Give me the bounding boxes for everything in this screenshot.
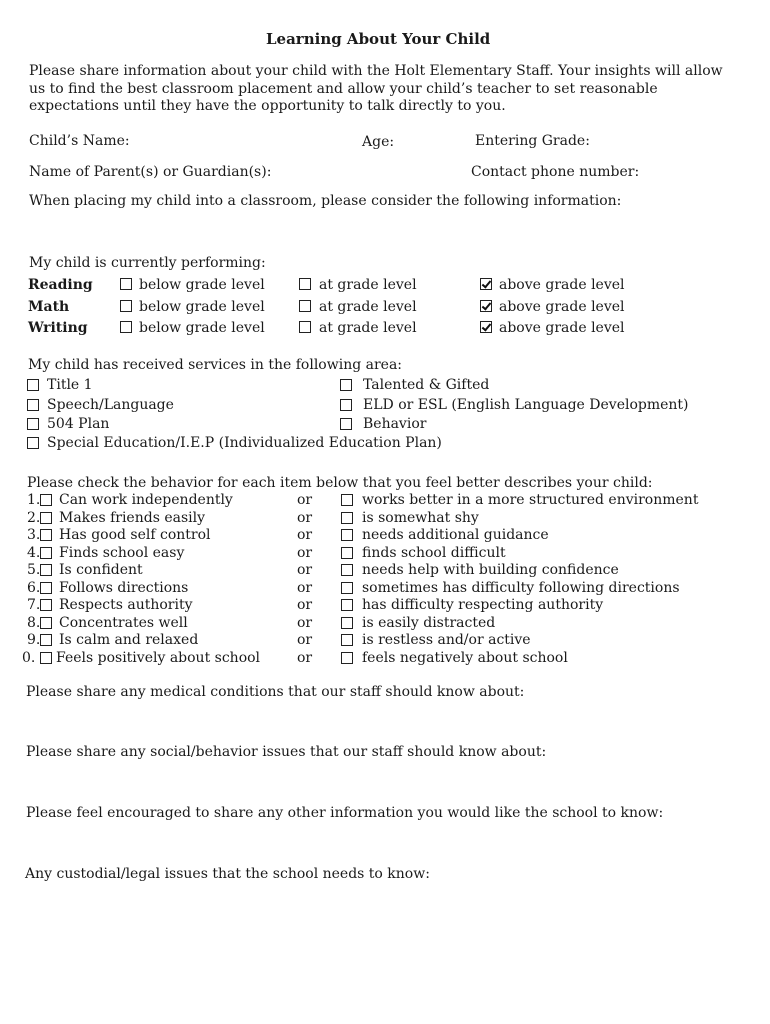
- behavior-right-label: finds school difficult: [362, 544, 506, 561]
- level-label: above grade level: [499, 299, 625, 315]
- checkbox-behavior-right-2[interactable]: [341, 512, 353, 524]
- behavior-number: 1.: [27, 492, 41, 508]
- checkbox-service-504-plan[interactable]: [27, 418, 39, 430]
- behavior-number: 6.: [27, 579, 41, 596]
- checkbox-behavior-right-6[interactable]: [341, 582, 353, 594]
- checkbox-behavior-right-9[interactable]: [341, 634, 353, 646]
- checkbox-behavior-right-5[interactable]: [341, 564, 353, 576]
- checkbox-behavior-left-5[interactable]: [40, 564, 52, 576]
- behavior-right-label: works better in a more structured environment: [362, 492, 699, 508]
- behavior-or-label: or: [297, 579, 313, 596]
- subject-label-math: Math: [28, 299, 70, 315]
- checkbox-behavior-left-10[interactable]: [40, 652, 52, 664]
- service-label: 504 Plan: [47, 416, 110, 432]
- services-heading: My child has received services in the following area:: [28, 357, 403, 373]
- checkbox-behavior-right-4[interactable]: [341, 547, 353, 559]
- entering-grade-label: Entering Grade:: [475, 133, 590, 149]
- behavior-left-label: Respects authority: [59, 597, 193, 613]
- contact-phone-label: Contact phone number:: [471, 164, 640, 180]
- checkbox-behavior-left-3[interactable]: [40, 529, 52, 541]
- checkbox-service-title-1[interactable]: [27, 379, 39, 391]
- behavior-number: 0.: [22, 649, 36, 666]
- behavior-left-label: Makes friends easily: [59, 509, 206, 526]
- checkbox-reading-above-grade-level[interactable]: [480, 278, 492, 290]
- checkbox-behavior-left-7[interactable]: [40, 599, 52, 611]
- behavior-left-label: Can work independently: [59, 492, 233, 508]
- behavior-or-label: or: [297, 597, 313, 613]
- checkbox-writing-below-grade-level[interactable]: [120, 321, 132, 333]
- social-question: Please share any social/behavior issues that our staff should know about:: [26, 744, 547, 760]
- checkbox-behavior-right-3[interactable]: [341, 529, 353, 541]
- behavior-number: 4.: [27, 544, 41, 561]
- other-info-question: Please feel encouraged to share any other information you would like the school to know:: [26, 805, 664, 821]
- checkbox-behavior-right-10[interactable]: [341, 652, 353, 664]
- child-name-label: Child’s Name:: [29, 133, 130, 149]
- service-label: Title 1: [47, 377, 93, 393]
- behavior-right-label: sometimes has difficulty following directions: [362, 579, 680, 596]
- page-title: Learning About Your Child: [266, 30, 491, 48]
- level-label: at grade level: [319, 299, 417, 315]
- checkbox-behavior-left-6[interactable]: [40, 582, 52, 594]
- checkbox-service-talented-gifted[interactable]: [340, 379, 352, 391]
- behavior-number: 8.: [27, 614, 41, 631]
- behavior-left-label: Finds school easy: [59, 544, 185, 561]
- checkbox-service-behavior[interactable]: [340, 418, 352, 430]
- behavior-right-label: needs additional guidance: [362, 527, 549, 543]
- medical-question: Please share any medical conditions that our staff should know about:: [26, 684, 525, 700]
- behavior-or-label: or: [297, 527, 313, 543]
- behavior-or-label: or: [297, 614, 313, 631]
- checkbox-behavior-left-9[interactable]: [40, 634, 52, 646]
- behavior-left-label: Concentrates well: [59, 614, 188, 631]
- behavior-right-label: feels negatively about school: [362, 649, 568, 666]
- behavior-number: 2.: [27, 509, 41, 526]
- service-label: ELD or ESL (English Language Development): [363, 397, 689, 413]
- intro-paragraph: Please share information about your child with the Holt Elementary Staff. Your insights will allow us to find the best classroom placement and allow your child’s teacher to set reasonable expectations until they have the opportunity to talk directly to you.: [29, 63, 723, 114]
- custodial-question: Any custodial/legal issues that the school needs to know:: [25, 866, 430, 882]
- checkbox-service-speech-language[interactable]: [27, 399, 39, 411]
- behavior-number: 5.: [27, 562, 41, 578]
- behavior-right-label: needs help with building confidence: [362, 562, 619, 578]
- behavior-or-label: or: [297, 649, 313, 666]
- subject-label-reading: Reading: [28, 277, 93, 293]
- checkbox-math-above-grade-level[interactable]: [480, 300, 492, 312]
- behavior-left-label: Has good self control: [59, 527, 211, 543]
- checkbox-behavior-right-8[interactable]: [341, 617, 353, 629]
- level-label: below grade level: [139, 320, 265, 336]
- checkbox-behavior-right-1[interactable]: [341, 494, 353, 506]
- checkbox-service-eld-or-esl-english-language-de[interactable]: [340, 399, 352, 411]
- level-label: at grade level: [319, 277, 417, 293]
- checkbox-math-at-grade-level[interactable]: [299, 300, 311, 312]
- behavior-heading: Please check the behavior for each item below that you feel better describes your child:: [27, 475, 653, 491]
- service-label: Talented & Gifted: [363, 377, 490, 393]
- behavior-left-label: Is confident: [59, 562, 143, 578]
- service-label: Special Education/I.E.P (Individualized Education Plan): [47, 435, 442, 451]
- level-label: at grade level: [319, 320, 417, 336]
- level-label: below grade level: [139, 277, 265, 293]
- behavior-right-label: is easily distracted: [362, 614, 496, 631]
- behavior-number: 3.: [27, 527, 41, 543]
- behavior-or-label: or: [297, 492, 313, 508]
- service-label: Speech/Language: [47, 397, 174, 413]
- behavior-or-label: or: [297, 632, 313, 648]
- behavior-right-label: has difficulty respecting authority: [362, 597, 604, 613]
- checkbox-behavior-left-1[interactable]: [40, 494, 52, 506]
- behavior-or-label: or: [297, 562, 313, 578]
- age-label: Age:: [362, 134, 395, 150]
- level-label: above grade level: [499, 277, 625, 293]
- behavior-right-label: is restless and/or active: [362, 632, 531, 648]
- behavior-left-label: Feels positively about school: [56, 649, 261, 666]
- checkbox-reading-at-grade-level[interactable]: [299, 278, 311, 290]
- behavior-left-label: Is calm and relaxed: [59, 632, 199, 648]
- performance-heading: My child is currently performing:: [29, 255, 266, 271]
- level-label: above grade level: [499, 320, 625, 336]
- behavior-or-label: or: [297, 544, 313, 561]
- service-label: Behavior: [363, 416, 427, 432]
- checkbox-service-special-education-i-e-p-indivi[interactable]: [27, 437, 39, 449]
- checkbox-math-below-grade-level[interactable]: [120, 300, 132, 312]
- behavior-number: 7.: [27, 597, 41, 613]
- parent-name-label: Name of Parent(s) or Guardian(s):: [29, 164, 272, 180]
- placement-prompt: When placing my child into a classroom, please consider the following information:: [29, 193, 622, 209]
- checkbox-reading-below-grade-level[interactable]: [120, 278, 132, 290]
- checkbox-behavior-right-7[interactable]: [341, 599, 353, 611]
- checkbox-behavior-left-2[interactable]: [40, 512, 52, 524]
- level-label: below grade level: [139, 299, 265, 315]
- checkbox-writing-at-grade-level[interactable]: [299, 321, 311, 333]
- subject-label-writing: Writing: [28, 320, 88, 336]
- checkbox-behavior-left-4[interactable]: [40, 547, 52, 559]
- behavior-left-label: Follows directions: [59, 579, 189, 596]
- behavior-number: 9.: [27, 632, 41, 648]
- behavior-right-label: is somewhat shy: [362, 509, 479, 526]
- checkbox-writing-above-grade-level[interactable]: [480, 321, 492, 333]
- behavior-or-label: or: [297, 509, 313, 526]
- checkbox-behavior-left-8[interactable]: [40, 617, 52, 629]
